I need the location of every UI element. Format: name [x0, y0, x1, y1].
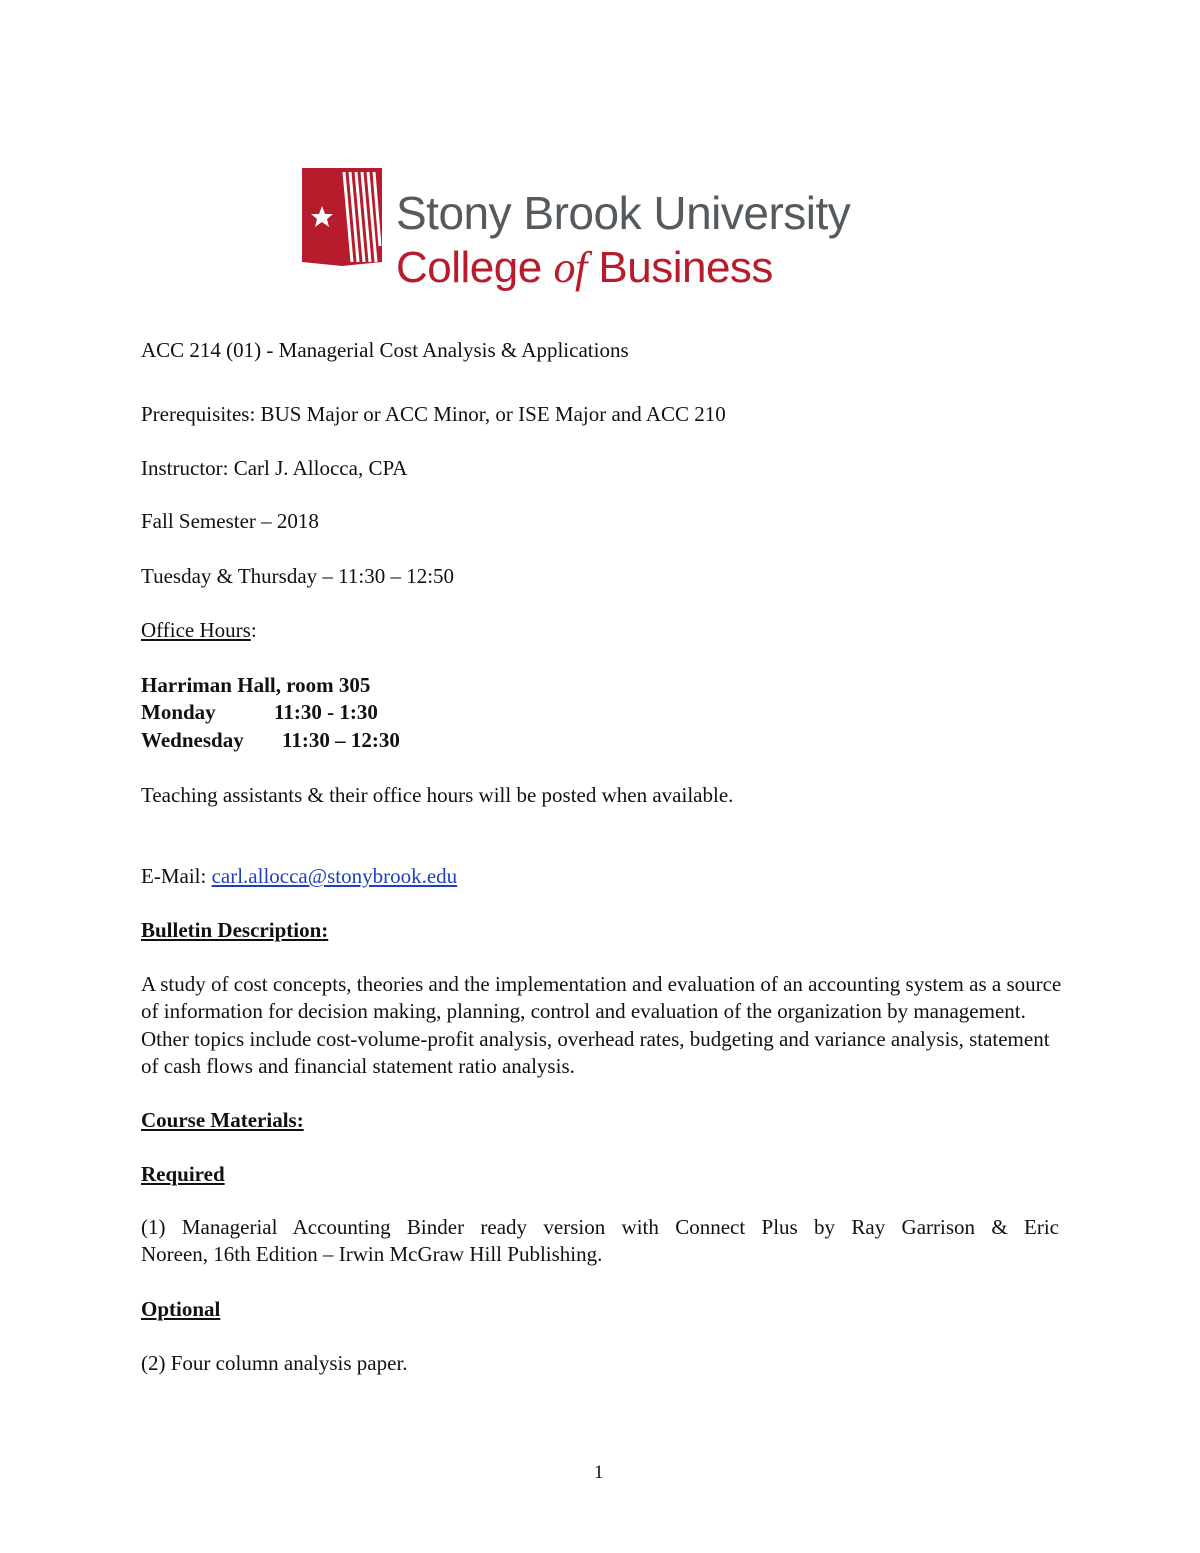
office-hours-heading: Office Hours:: [141, 618, 257, 642]
course-title: ACC 214 (01) - Managerial Cost Analysis & Applications: [141, 338, 629, 362]
logo-college-name: College of Business: [396, 243, 773, 292]
class-schedule: Tuesday & Thursday – 11:30 – 12:50: [141, 564, 455, 588]
prerequisites: Prerequisites: BUS Major or ACC Minor, or ISE Major and ACC 210: [141, 402, 726, 426]
office-location: Harriman Hall, room 305: [141, 673, 371, 697]
page-number: 1: [594, 1462, 604, 1483]
bulletin-line: A study of cost concepts, theories and the implementation and evaluation of an accounting system as a source: [141, 972, 1062, 996]
email-label: E-Mail:: [141, 864, 212, 888]
office-hours-row: Monday 11:30 - 1:30: [141, 700, 378, 724]
shield-emblem-icon: [300, 166, 384, 268]
university-logo: [300, 162, 860, 297]
email-link[interactable]: carl.allocca@stonybrook.edu: [211, 864, 458, 888]
office-hours-row: Wednesday 11:30 – 12:30: [141, 728, 400, 752]
course-materials-heading: Course Materials:: [141, 1108, 304, 1132]
bulletin-line: of information for decision making, planning, control and evaluation of the organization by management.: [141, 999, 1026, 1024]
semester: Fall Semester – 2018: [141, 509, 319, 533]
bulletin-description: [141, 971, 1181, 1080]
bulletin-line: of cash flows and financial statement ratio analysis.: [141, 1053, 575, 1078]
bulletin-line: Other topics include cost-volume-profit analysis, overhead rates, budgeting and variance analysis, statement: [141, 1026, 1050, 1051]
ta-note: Teaching assistants & their office hours will be posted when available.: [141, 783, 734, 807]
bulletin-heading: Bulletin Description:: [141, 918, 329, 942]
required-line: Noreen, 16th Edition – Irwin McGraw Hill Publishing.: [141, 1242, 603, 1267]
email-line: [141, 862, 457, 890]
required-materials: [141, 1214, 1059, 1269]
required-line: (1) Managerial Accounting Binder ready version with Connect Plus by Ray Garrison & Eric: [141, 1215, 1059, 1239]
required-heading: Required: [141, 1162, 225, 1186]
optional-item: (2) Four column analysis paper.: [141, 1351, 408, 1375]
instructor: Instructor: Carl J. Allocca, CPA: [141, 456, 408, 480]
optional-heading: Optional: [141, 1297, 221, 1321]
logo-university-name: Stony Brook University: [396, 187, 851, 239]
